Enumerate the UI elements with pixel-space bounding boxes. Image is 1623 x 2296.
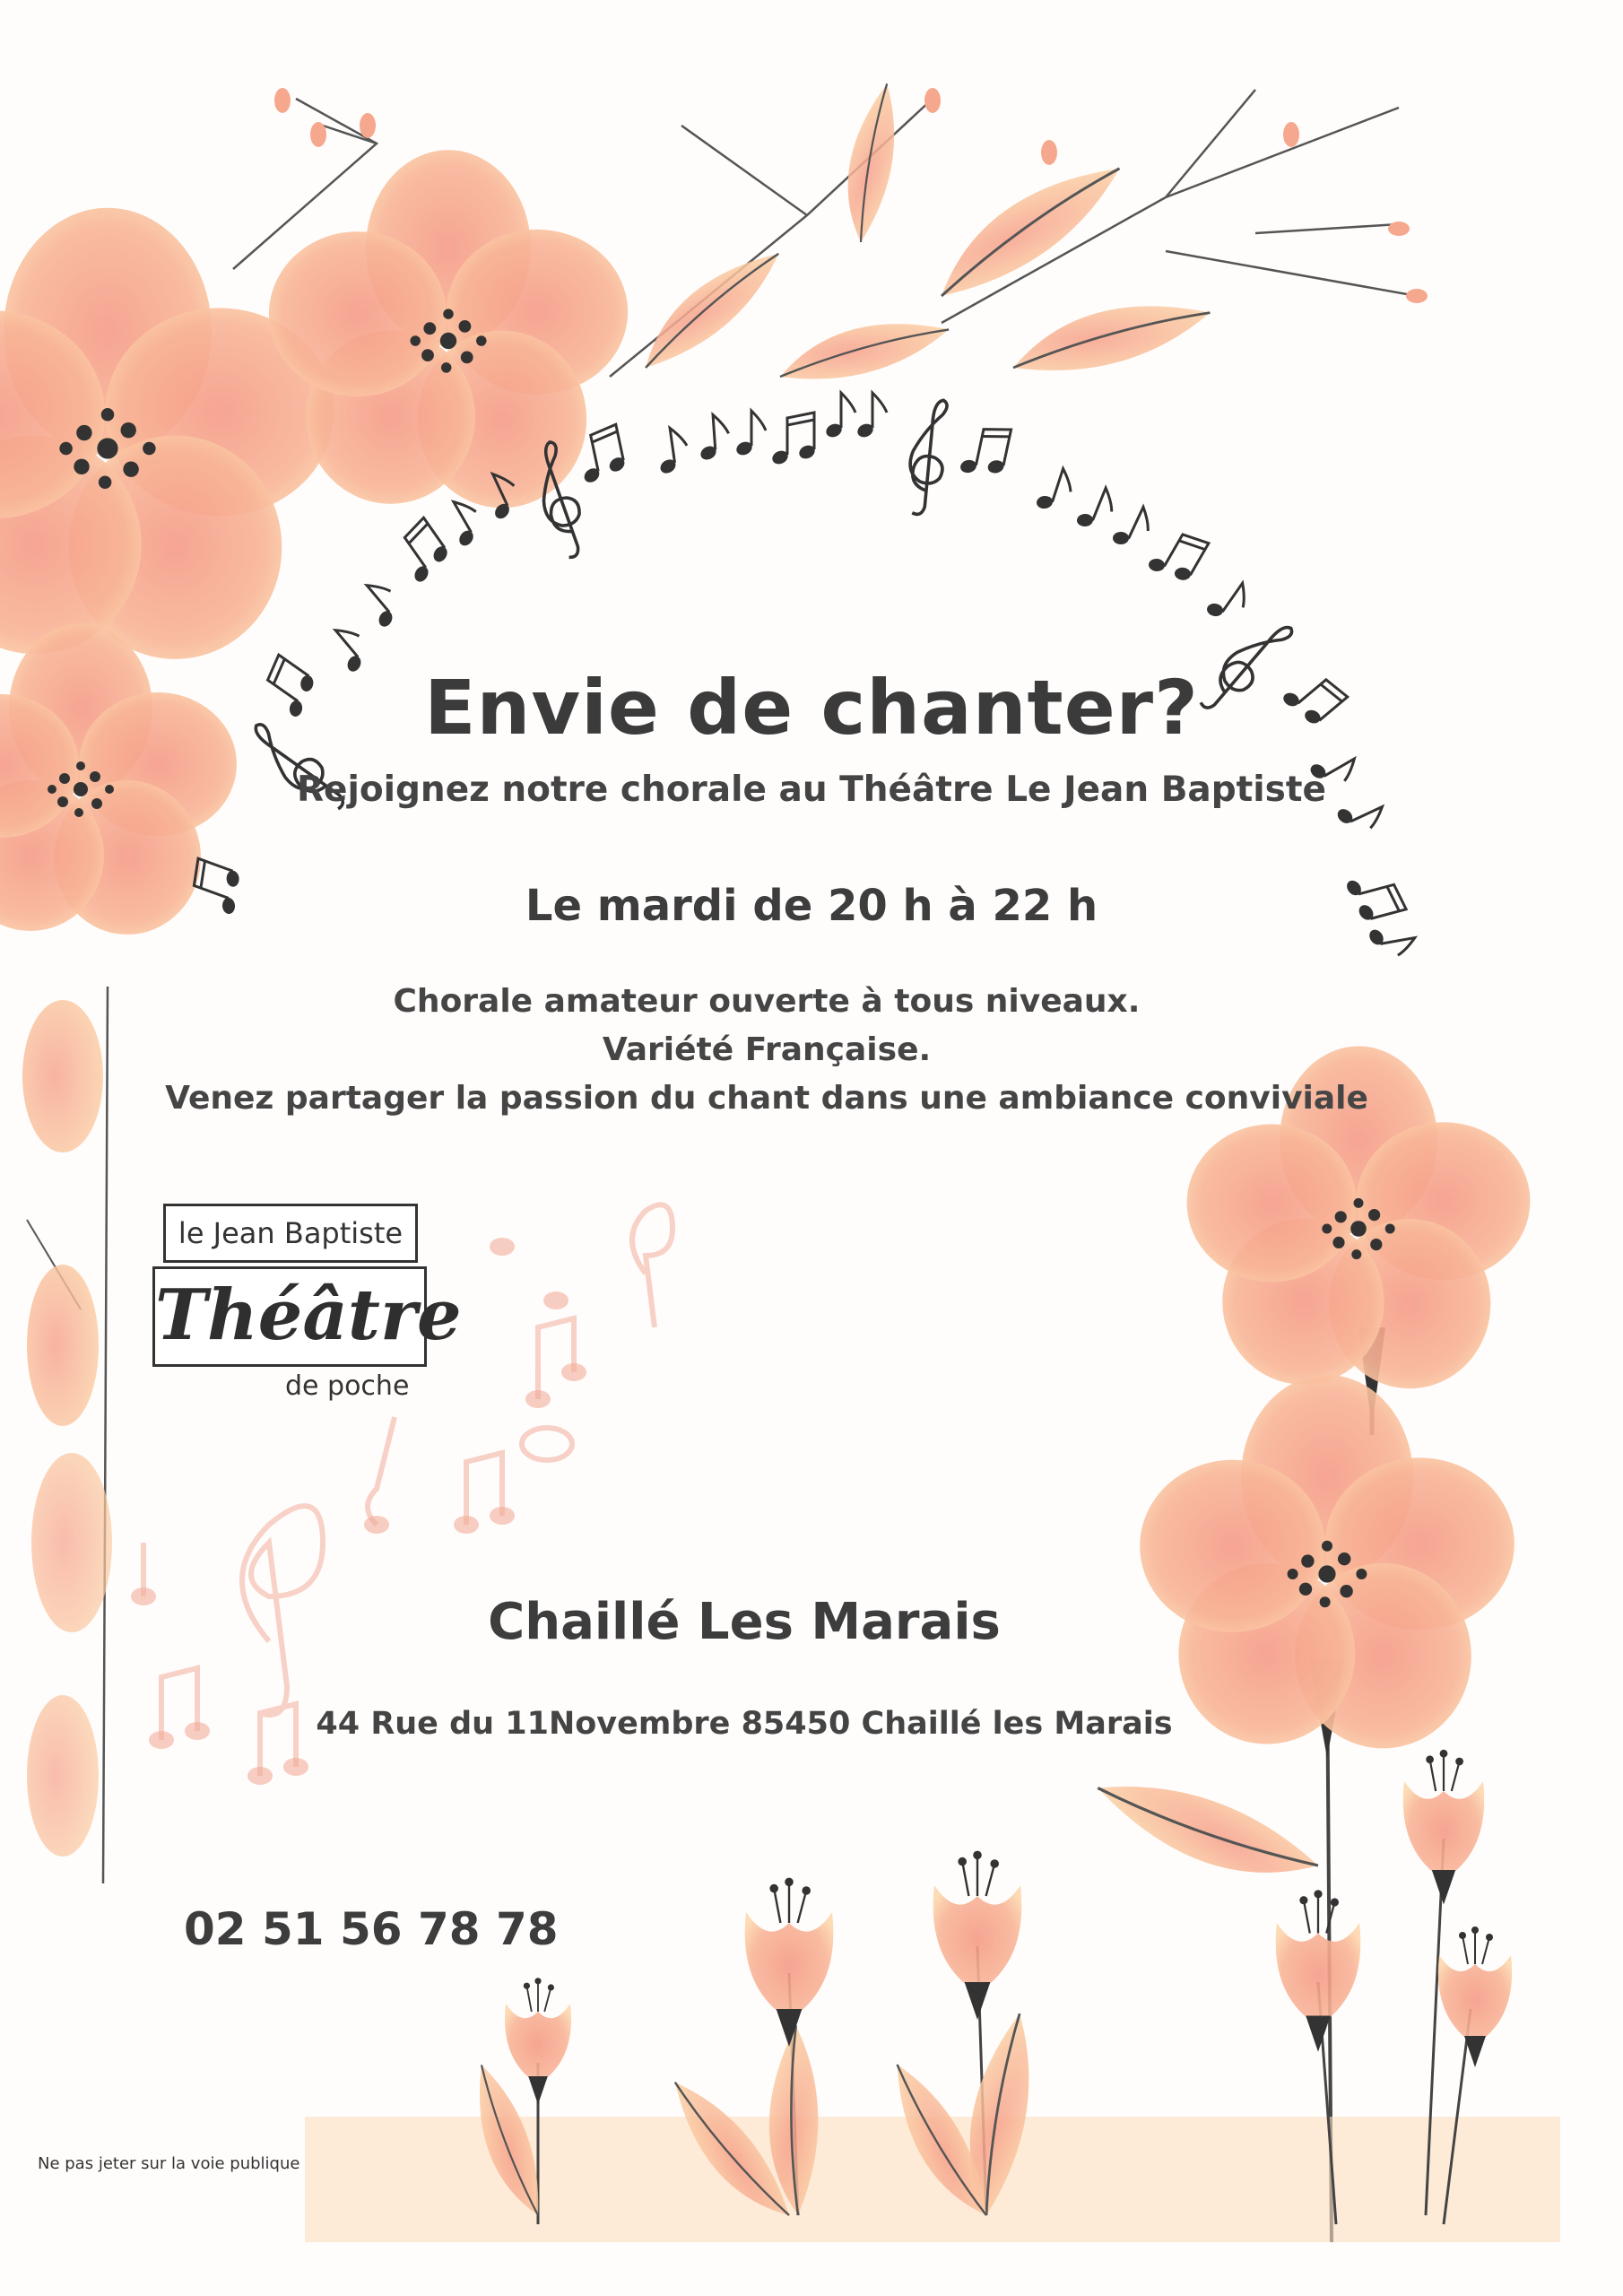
- description-line: Chorale amateur ouverte à tous niveaux.: [393, 983, 1141, 1020]
- flower-top-left-large: [0, 150, 628, 935]
- leaves-top: [624, 81, 1214, 383]
- rehearsal-schedule: Le mardi de 20 h à 22 h: [525, 881, 1098, 931]
- logo-bottom-text: de poche: [285, 1370, 410, 1402]
- street-address: 44 Rue du 11Novembre 85450 Chaillé les Marais: [316, 1706, 1173, 1742]
- bottom-buds: [305, 1750, 1560, 2242]
- description-line: Variété Française.: [602, 1031, 932, 1068]
- footer-note: Ne pas jeter sur la voie publique: [38, 2154, 300, 2173]
- theatre-logo: [151, 1202, 462, 1417]
- flyer-subtitle: Rejoignez notre chorale au Théâtre Le Jean Baptiste: [297, 770, 1326, 810]
- flyer-title: Envie de chanter?: [424, 664, 1199, 752]
- left-edge-stems: [22, 987, 112, 1883]
- description-line: Venez partager la passion du chant dans une ambiance conviviale: [165, 1080, 1368, 1117]
- logo-middle-text: Théâtre: [152, 1266, 427, 1367]
- logo-top-text: le Jean Baptiste: [163, 1204, 418, 1263]
- phone-number: 02 51 56 78 78: [184, 1903, 559, 1955]
- town-name: Chaillé Les Marais: [488, 1593, 1001, 1651]
